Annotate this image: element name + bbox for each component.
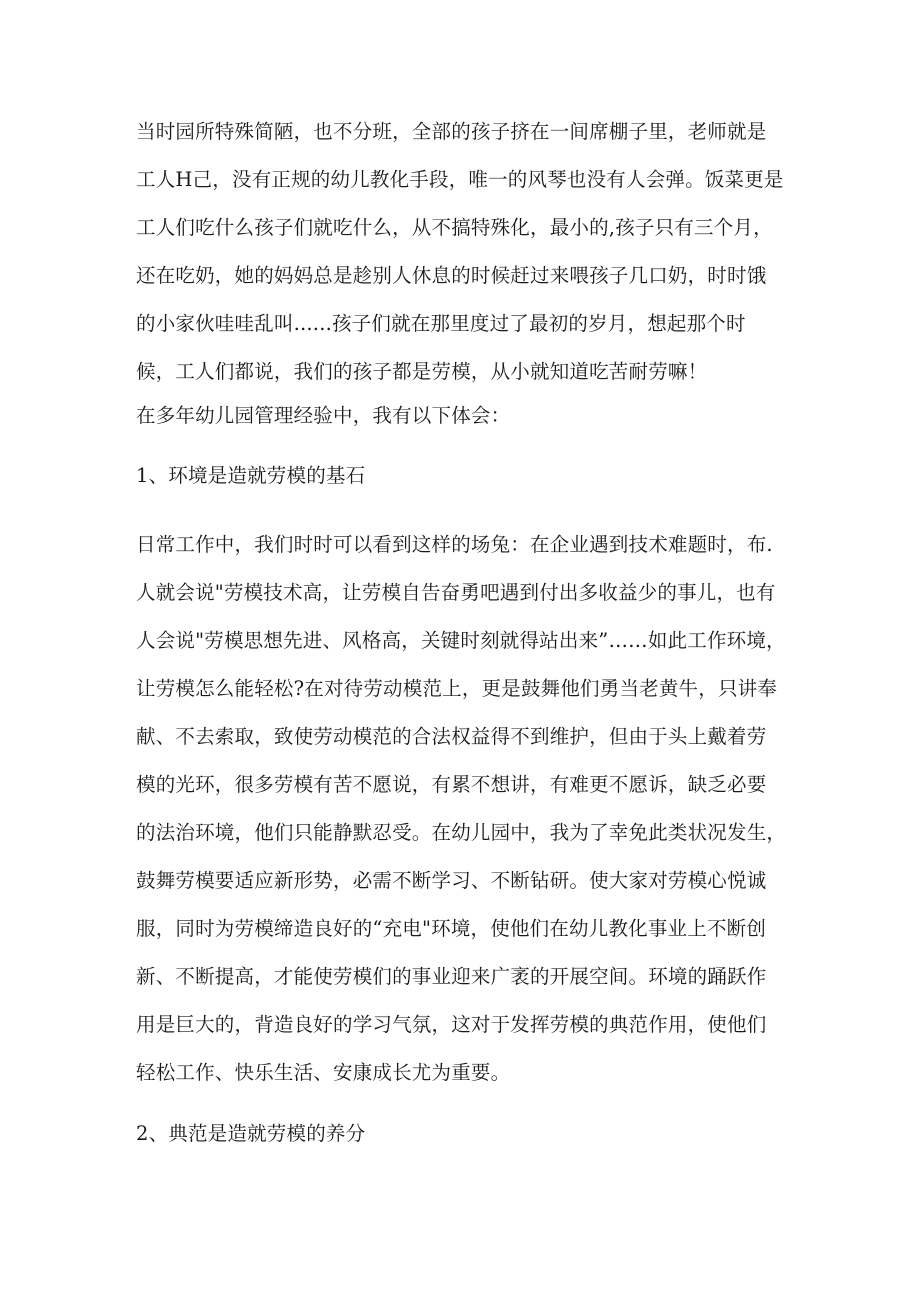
paragraph-line: 当时园所特殊简陋，也不分班，全部的孩子挤在一间席棚子里，老师就是 <box>136 120 767 143</box>
paragraph-line: 人会说"劳模思想先进、风格高，关键时刻就得站出来”……如此工作环境， <box>136 629 786 652</box>
paragraph-line: 让劳模怎么能轻松?在对待劳动模范上，更是鼓舞他们勇当老黄牛，只讲奉 <box>136 677 778 700</box>
paragraph-line: 还在吃奶，她的妈妈总是趁别人休息的时候赶过来喂孩子几口奶，时时饿 <box>136 264 767 287</box>
paragraph-line: 的小家伙哇哇乱叫......孩子们就在那里度过了最初的岁月，想起那个时 <box>136 312 746 335</box>
intro-line: 在多年幼儿园管理经验中，我有以下体会： <box>136 404 511 427</box>
paragraph-line: 鼓舞劳模要适应新形势，必需不断学习、不断钻研。使大家对劳模心悦诚 <box>136 869 767 892</box>
paragraph-line: 人就会说"劳模技术高，让劳模自告奋勇吧遇到付出多收益少的事儿，也有 <box>136 581 776 604</box>
paragraph-line: 工人们吃什么孩子们就吃什么，从不搞特殊化，最小的,孩子只有三个月， <box>136 216 773 239</box>
section-heading-2: 2、典范是造就劳模的养分 <box>136 1122 366 1145</box>
paragraph-line: 工人H己，没有正规的幼儿教化手段，唯一的风琴也没有人会弹。饭菜更是 <box>136 168 784 191</box>
paragraph-line: 模的光环，很多劳模有苦不愿说，有累不想讲，有难更不愿诉，缺乏必要 <box>136 773 767 796</box>
section-heading-1: 1、环境是造就劳模的基石 <box>136 464 366 487</box>
paragraph-line: 的法治环境，他们只能静默忍受。在幼儿园中，我为了幸免此类状况发生， <box>136 821 787 844</box>
paragraph-line: 用是巨大的，背造良好的学习气氛，这对于发挥劳模的典范作用，使他们 <box>136 1013 767 1036</box>
paragraph-line: 新、不断提高，才能使劳模们的事业迎来广袤的开展空间。环境的踊跃作 <box>136 965 767 988</box>
paragraph-line: 日常工作中，我们时时可以看到这样的场兔：在企业遇到技术难题时，布. <box>136 533 773 556</box>
paragraph-line: 献、不去索取，致使劳动模范的合法权益得不到维护，但由于头上戴着劳 <box>136 725 767 748</box>
paragraph-line: 服，同时为劳模缔造良好的“充电"环境，使他们在幼儿教化事业上不断创 <box>136 917 767 940</box>
paragraph-line: 轻松工作、快乐生活、安康成长尤为重要。 <box>136 1061 511 1084</box>
paragraph-line: 候，工人们都说，我们的孩子都是劳模，从小就知道吃苦耐劳嘛！ <box>136 360 708 383</box>
